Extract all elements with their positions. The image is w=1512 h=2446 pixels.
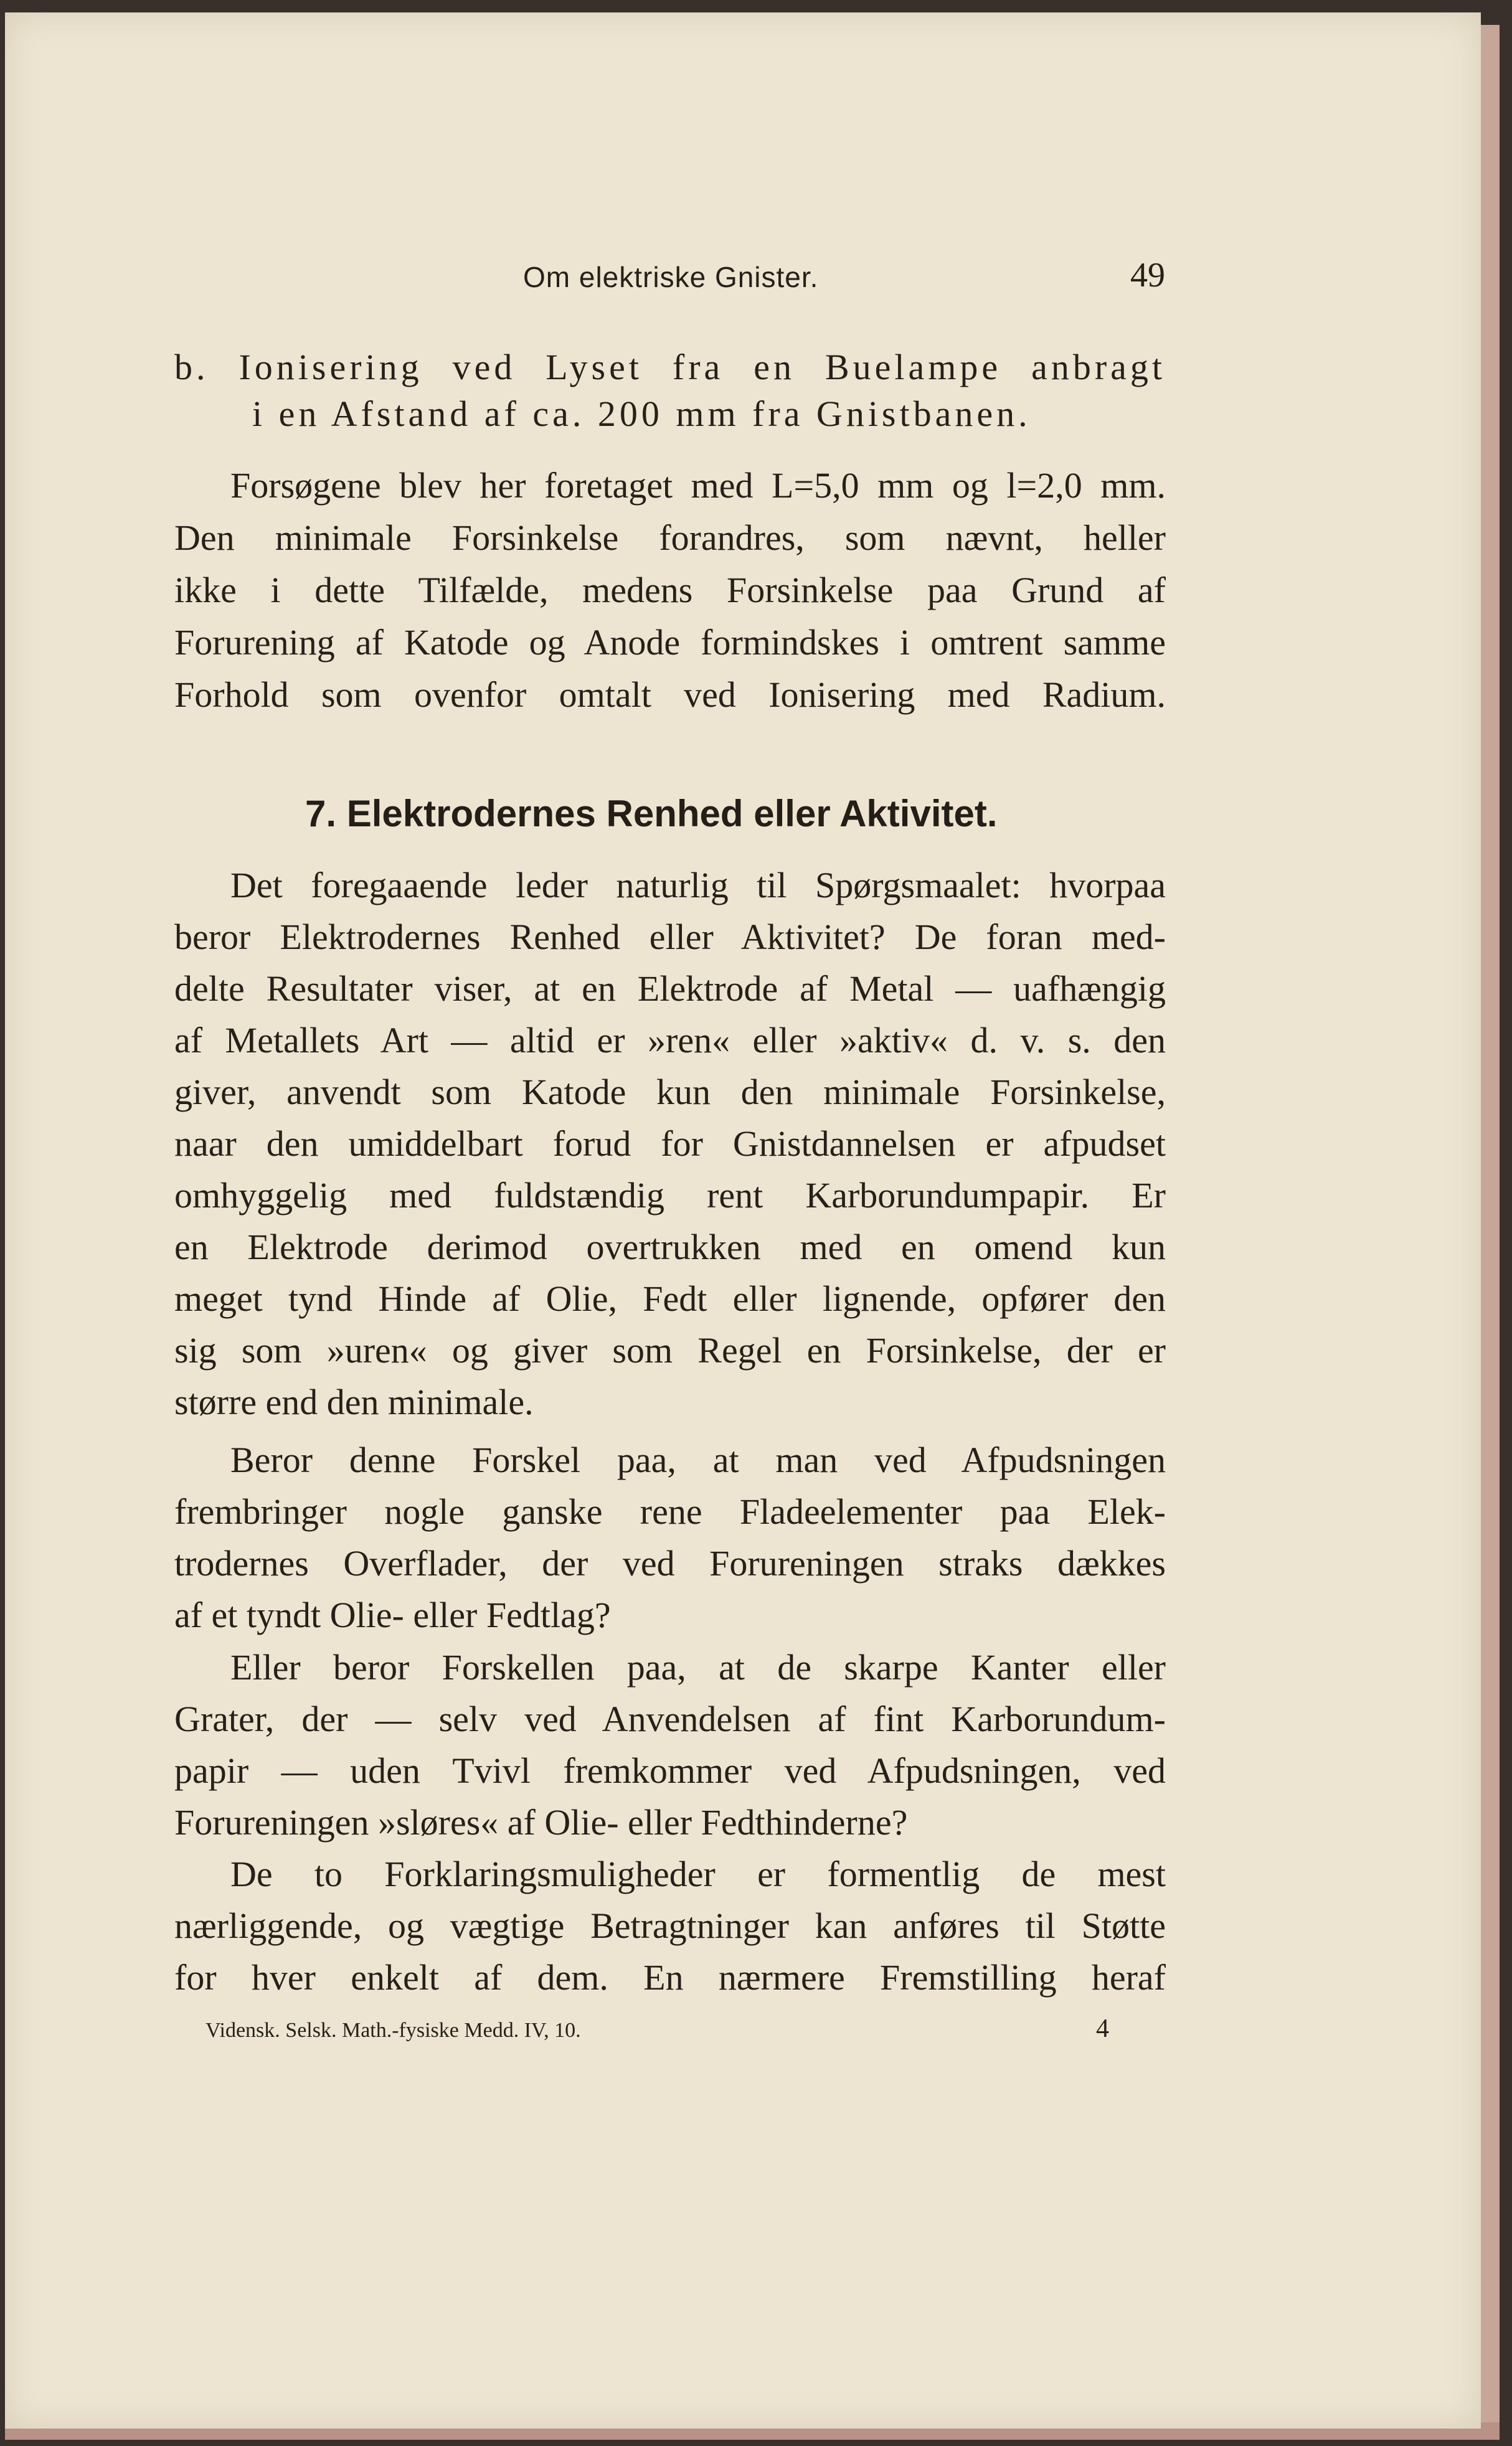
paragraph-4-line-4: Forureningen »sløres« af Olie- eller Fedthinderne? — [174, 1802, 908, 1843]
section-b-line-2: i en Afstand af ca. 200 mm fra Gnistbanen. — [252, 394, 1031, 434]
paragraph-2-line-6: naar den umiddelbart forud for Gnistdannelsen er afpudset — [174, 1123, 1166, 1164]
journal-footer: Vidensk. Selsk. Math.-fysiske Medd. IV, 10. — [206, 2019, 581, 2042]
paragraph-5-line-1: De to Forklaringsmuligheder er formentlig de mest — [230, 1854, 1166, 1894]
paragraph-3-line-4: af et tyndt Olie- eller Fedtlag? — [174, 1595, 611, 1635]
paragraph-1-line-3: ikke i dette Tilfælde, medens Forsinkelse paa Grund af — [174, 570, 1166, 610]
page-number: 49 — [1130, 256, 1165, 295]
paragraph-3-line-3: trodernes Overflader, der ved Forureningen straks dækkes — [174, 1543, 1166, 1584]
page-edge-right — [1481, 25, 1500, 2422]
paragraph-1-line-4: Forurening af Katode og Anode formindskes i omtrent samme — [174, 622, 1166, 663]
paragraph-2-line-11: større end den minimale. — [174, 1382, 534, 1422]
paragraph-2-line-8: en Elektrode derimod overtrukken med en omend kun — [174, 1227, 1166, 1267]
section-7-heading: 7. Elektrodernes Renhed eller Aktivitet. — [305, 793, 998, 834]
paragraph-2-line-7: omhyggelig med fuldstændig rent Karborundumpapir. Er — [174, 1175, 1166, 1216]
paragraph-4-line-3: papir — uden Tvivl fremkommer ved Afpudsningen, ved — [174, 1750, 1166, 1791]
paragraph-3-line-2: frembringer nogle ganske rene Fladeelementer paa Elek- — [174, 1491, 1166, 1532]
paragraph-2-line-5: giver, anvendt som Katode kun den minimale Forsinkelse, — [174, 1072, 1166, 1112]
paragraph-2-line-1: Det foregaaende leder naturlig til Spørgsmaalet: hvorpaa — [230, 865, 1166, 905]
paragraph-2-line-10: sig som »uren« og giver som Regel en Forsinkelse, der er — [174, 1330, 1166, 1371]
paragraph-5-line-2: nærliggende, og vægtige Betragtninger kan anføres til Støtte — [174, 1905, 1166, 1946]
paragraph-2-line-4: af Metallets Art — altid er »ren« eller »aktiv« d. v. s. den — [174, 1020, 1166, 1060]
paragraph-5-line-3: for hver enkelt af dem. En nærmere Fremstilling heraf — [174, 1957, 1166, 1998]
running-header-title: Om elektriske Gnister. — [523, 261, 819, 293]
paragraph-2-line-3: delte Resultater viser, at en Elektrode af Metal — uafhængig — [174, 968, 1166, 1009]
paragraph-4-line-1: Eller beror Forskellen paa, at de skarpe Kanter eller — [230, 1647, 1166, 1688]
paragraph-1-line-1: Forsøgene blev her foretaget med L=5,0 mm og l=2,0 mm. — [230, 465, 1166, 506]
paragraph-2-line-9: meget tynd Hinde af Olie, Fedt eller lignende, opfører den — [174, 1278, 1166, 1319]
paragraph-2-line-2: beror Elektrodernes Renhed eller Aktivitet? De foran med- — [174, 917, 1166, 957]
paragraph-3-line-1: Beror denne Forskel paa, at man ved Afpudsningen — [230, 1440, 1166, 1480]
paragraph-4-line-2: Grater, der — selv ved Anvendelsen af fint Karborundum- — [174, 1699, 1166, 1739]
paragraph-1-line-5: Forhold som ovenfor omtalt ved Ionisering med Radium. — [174, 674, 1166, 715]
signature-mark: 4 — [1096, 2014, 1109, 2043]
section-b-line-1: b. Ionisering ved Lyset fra en Buelampe anbragt — [174, 347, 1166, 387]
paragraph-1-line-2: Den minimale Forsinkelse forandres, som nævnt, heller — [174, 517, 1166, 558]
